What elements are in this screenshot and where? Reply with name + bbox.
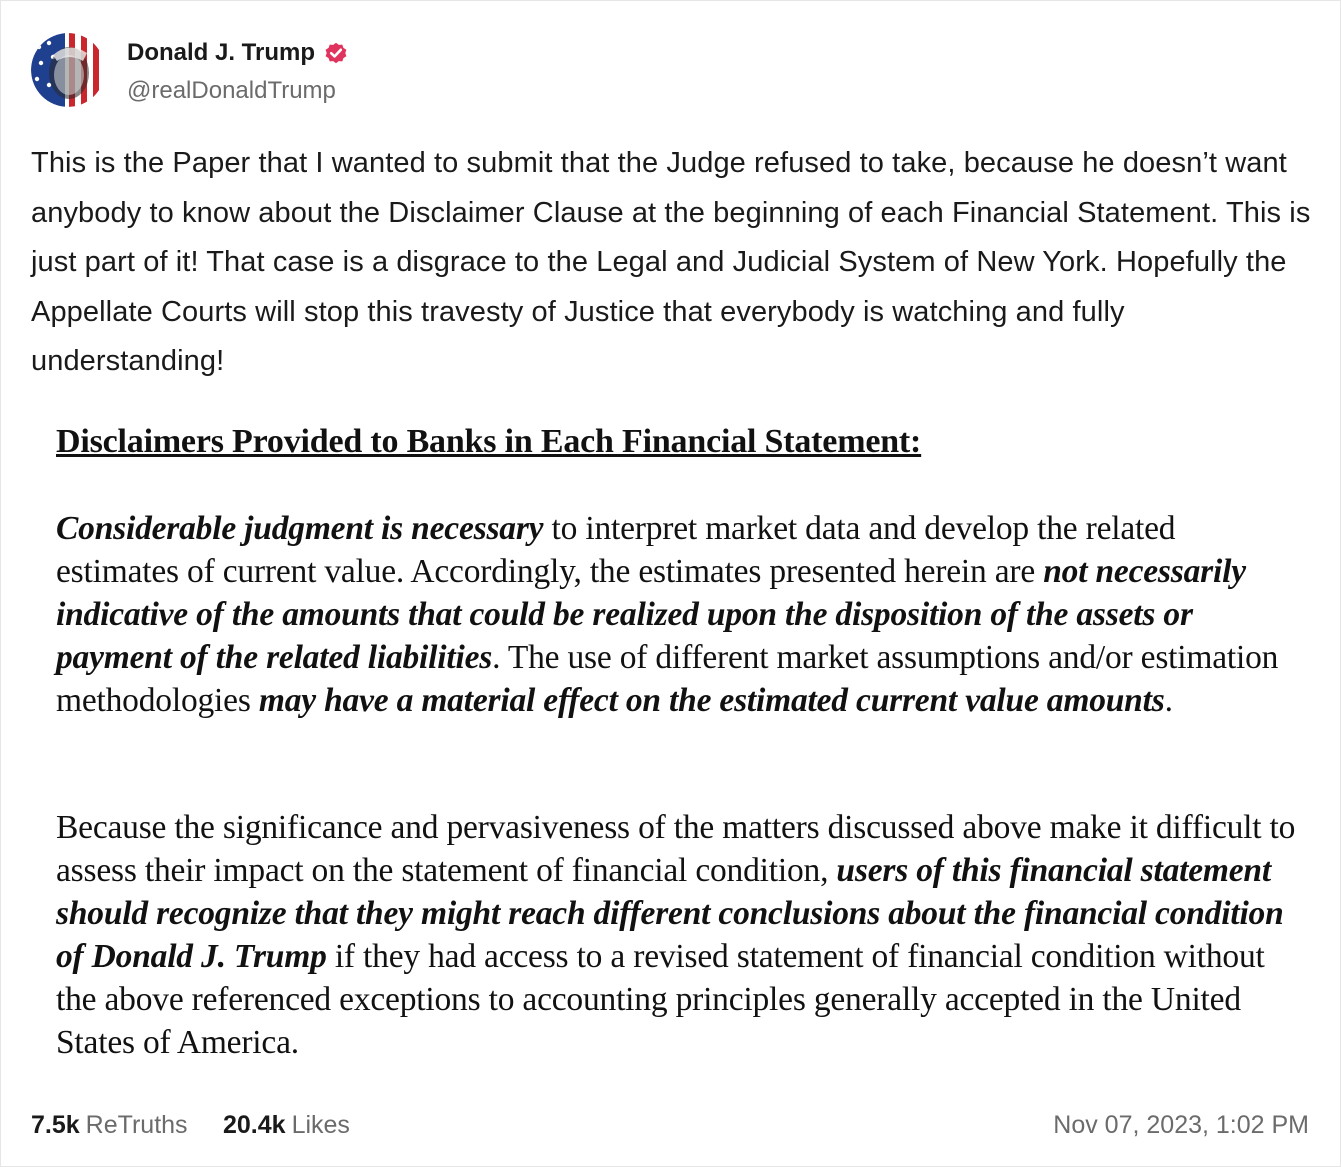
author-handle[interactable]: @realDonaldTrump xyxy=(127,77,336,104)
paragraph-1-emphasis-1: Considerable judgment is necessary xyxy=(56,510,544,547)
avatar-image-icon xyxy=(31,33,105,107)
paragraph-2-emphasis-1: users of this financial statement should recognize that they might reach different conclusions about the financial condition of Donald J. Trump xyxy=(56,852,1284,975)
post-timestamp[interactable]: Nov 07, 2023, 1:02 PM xyxy=(1053,1111,1309,1139)
paragraph-2-text-2: if they had access to a revised statement of financial condition without the above referenced exceptions to accounting principles generally accepted in the United States of America. xyxy=(56,938,1265,1061)
paragraph-1-emphasis-3: may have a material effect on the estimated current value amounts xyxy=(258,682,1165,719)
paragraph-1-text-3: . xyxy=(1164,682,1173,719)
author-name[interactable]: Donald J. Trump xyxy=(127,39,316,66)
paragraph-1-emphasis-2: not necessarily indicative of the amounts that could be realized upon the disposition of the assets or payment of the related liabilities xyxy=(56,553,1246,676)
likes-label: Likes xyxy=(291,1111,350,1139)
retruths-label: ReTruths xyxy=(85,1111,188,1139)
author-name-row xyxy=(127,39,349,67)
verified-badge-icon xyxy=(323,40,349,66)
retruths-count: 7.5k xyxy=(31,1111,80,1139)
paragraph-2-text-1: Because the significance and pervasiveness of the matters discussed above make it difficult to assess their impact on the statement of financial condition, xyxy=(56,809,1296,889)
post-text: This is the Paper that I wanted to submit that the Judge refused to take, because he doesn’t want anybody to know about the Disclaimer Clause at the beginning of each Financial Statement. This is just part of it! That case is a disgrace to the Legal and Judicial System of New York. Hopefully the Appellate Courts will stop this travesty of Justice that everybody is watching and fully understanding! xyxy=(31,147,1311,377)
attached-document-image[interactable] xyxy=(31,401,1311,1091)
retruths-stat[interactable] xyxy=(31,1111,188,1140)
document-title: Disclaimers Provided to Banks in Each Financial Statement: xyxy=(56,423,922,460)
document-paragraph-1 xyxy=(56,507,1296,722)
likes-count: 20.4k xyxy=(223,1111,286,1139)
paragraph-1-text-1: to interpret market data and develop the related estimates of current value. Accordingly, the estimates presented herein are xyxy=(56,510,1176,590)
likes-stat[interactable] xyxy=(223,1111,350,1140)
avatar[interactable] xyxy=(31,33,105,107)
paragraph-1-text-2: . The use of different market assumptions and/or estimation methodologies xyxy=(56,639,1279,719)
document-paragraph-2 xyxy=(56,806,1296,1064)
post-footer xyxy=(31,1111,1311,1147)
